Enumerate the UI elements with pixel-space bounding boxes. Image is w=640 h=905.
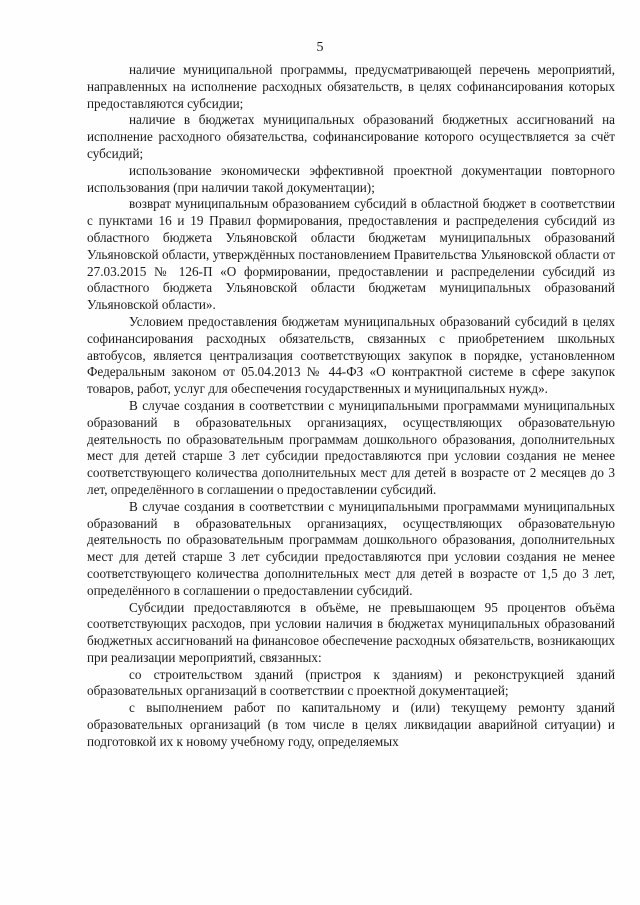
page-number: 5 — [316, 40, 324, 55]
paragraph: Условием предоставления бюджетам муниципальных образований субсидий в целях софинансирования расходных обязательств, связанных с приобретением школьных автобусов, является централизация соответствующих закупок в порядке, установленном Федеральным законом от 05.04.2013 № 44-ФЗ «О контрактной системе в сфере закупок товаров, работ, услуг для обеспечения государственных и муниципальных нужд». — [87, 313, 615, 397]
paragraph: с выполнением работ по капитальному и (или) текущему ремонту зданий образовательных организаций (в том числе в целях ликвидации аварийной ситуации) и подготовкой их к новому учебному году, определяемых — [87, 700, 615, 749]
paragraph: со строительством зданий (пристроя к зданиям) и реконструкцией зданий образовательных организаций в соответствии с проектной документацией; — [87, 666, 615, 699]
paragraph: возврат муниципальным образованием субсидий в областной бюджет в соответствии с пунктами 16 и 19 Правил формирования, предоставления и распределения субсидий из областного бюджета Ульяновской области бюджетам муниципальных образований Ульяновской области, утверждённых постановлением Правительства Ульяновской области от 27.03.2015 № 126-П «О формировании, предоставлении и распределении субсидий из областного бюджета Ульяновской области бюджетам муниципальных образований Ульяновской области». — [87, 196, 615, 313]
paragraph: Субсидии предоставляются в объёме, не превышающем 95 процентов объёма соответствующих расходов, при условии наличия в бюджетах муниципальных образований бюджетных ассигнований на финансовое обеспечение расходных обязательств, возникающих при реализации мероприятий, связанных: — [87, 599, 615, 665]
paragraph: В случае создания в соответствии с муниципальными программами муниципальных образований в образовательных организациях, осуществляющих образовательную деятельность по образовательным программам дошкольного образования, дополнительных мест для детей старше 3 лет субсидии предоставляются при условии создания не менее соответствующего количества дополнительных мест для детей в возрасте от 2 месяцев до 3 лет, определённого в соглашении о предоставлении субсидий. — [87, 397, 615, 497]
paragraph: В случае создания в соответствии с муниципальными программами муниципальных образований в образовательных организациях, осуществляющих образовательную деятельность по образовательным программам дошкольного образования, дополнительных мест для детей старше 3 лет субсидии предоставляются при условии создания не менее соответствующего количества дополнительных мест для детей в возрасте от 1,5 до 3 лет, определённого в соглашении о предоставлении субсидий. — [87, 498, 615, 598]
paragraph: наличие в бюджетах муниципальных образований бюджетных ассигнований на исполнение расходного обязательства, софинансирование которого осуществляется за счёт субсидий; — [87, 112, 615, 161]
document-body — [87, 62, 615, 751]
paragraph: наличие муниципальной программы, предусматривающей перечень мероприятий, направленных на исполнение расходных обязательств, в целях софинансирования которых предоставляются субсидии; — [87, 62, 615, 111]
paragraph: использование экономически эффективной проектной документации повторного использования (при наличии такой документации); — [87, 162, 615, 195]
